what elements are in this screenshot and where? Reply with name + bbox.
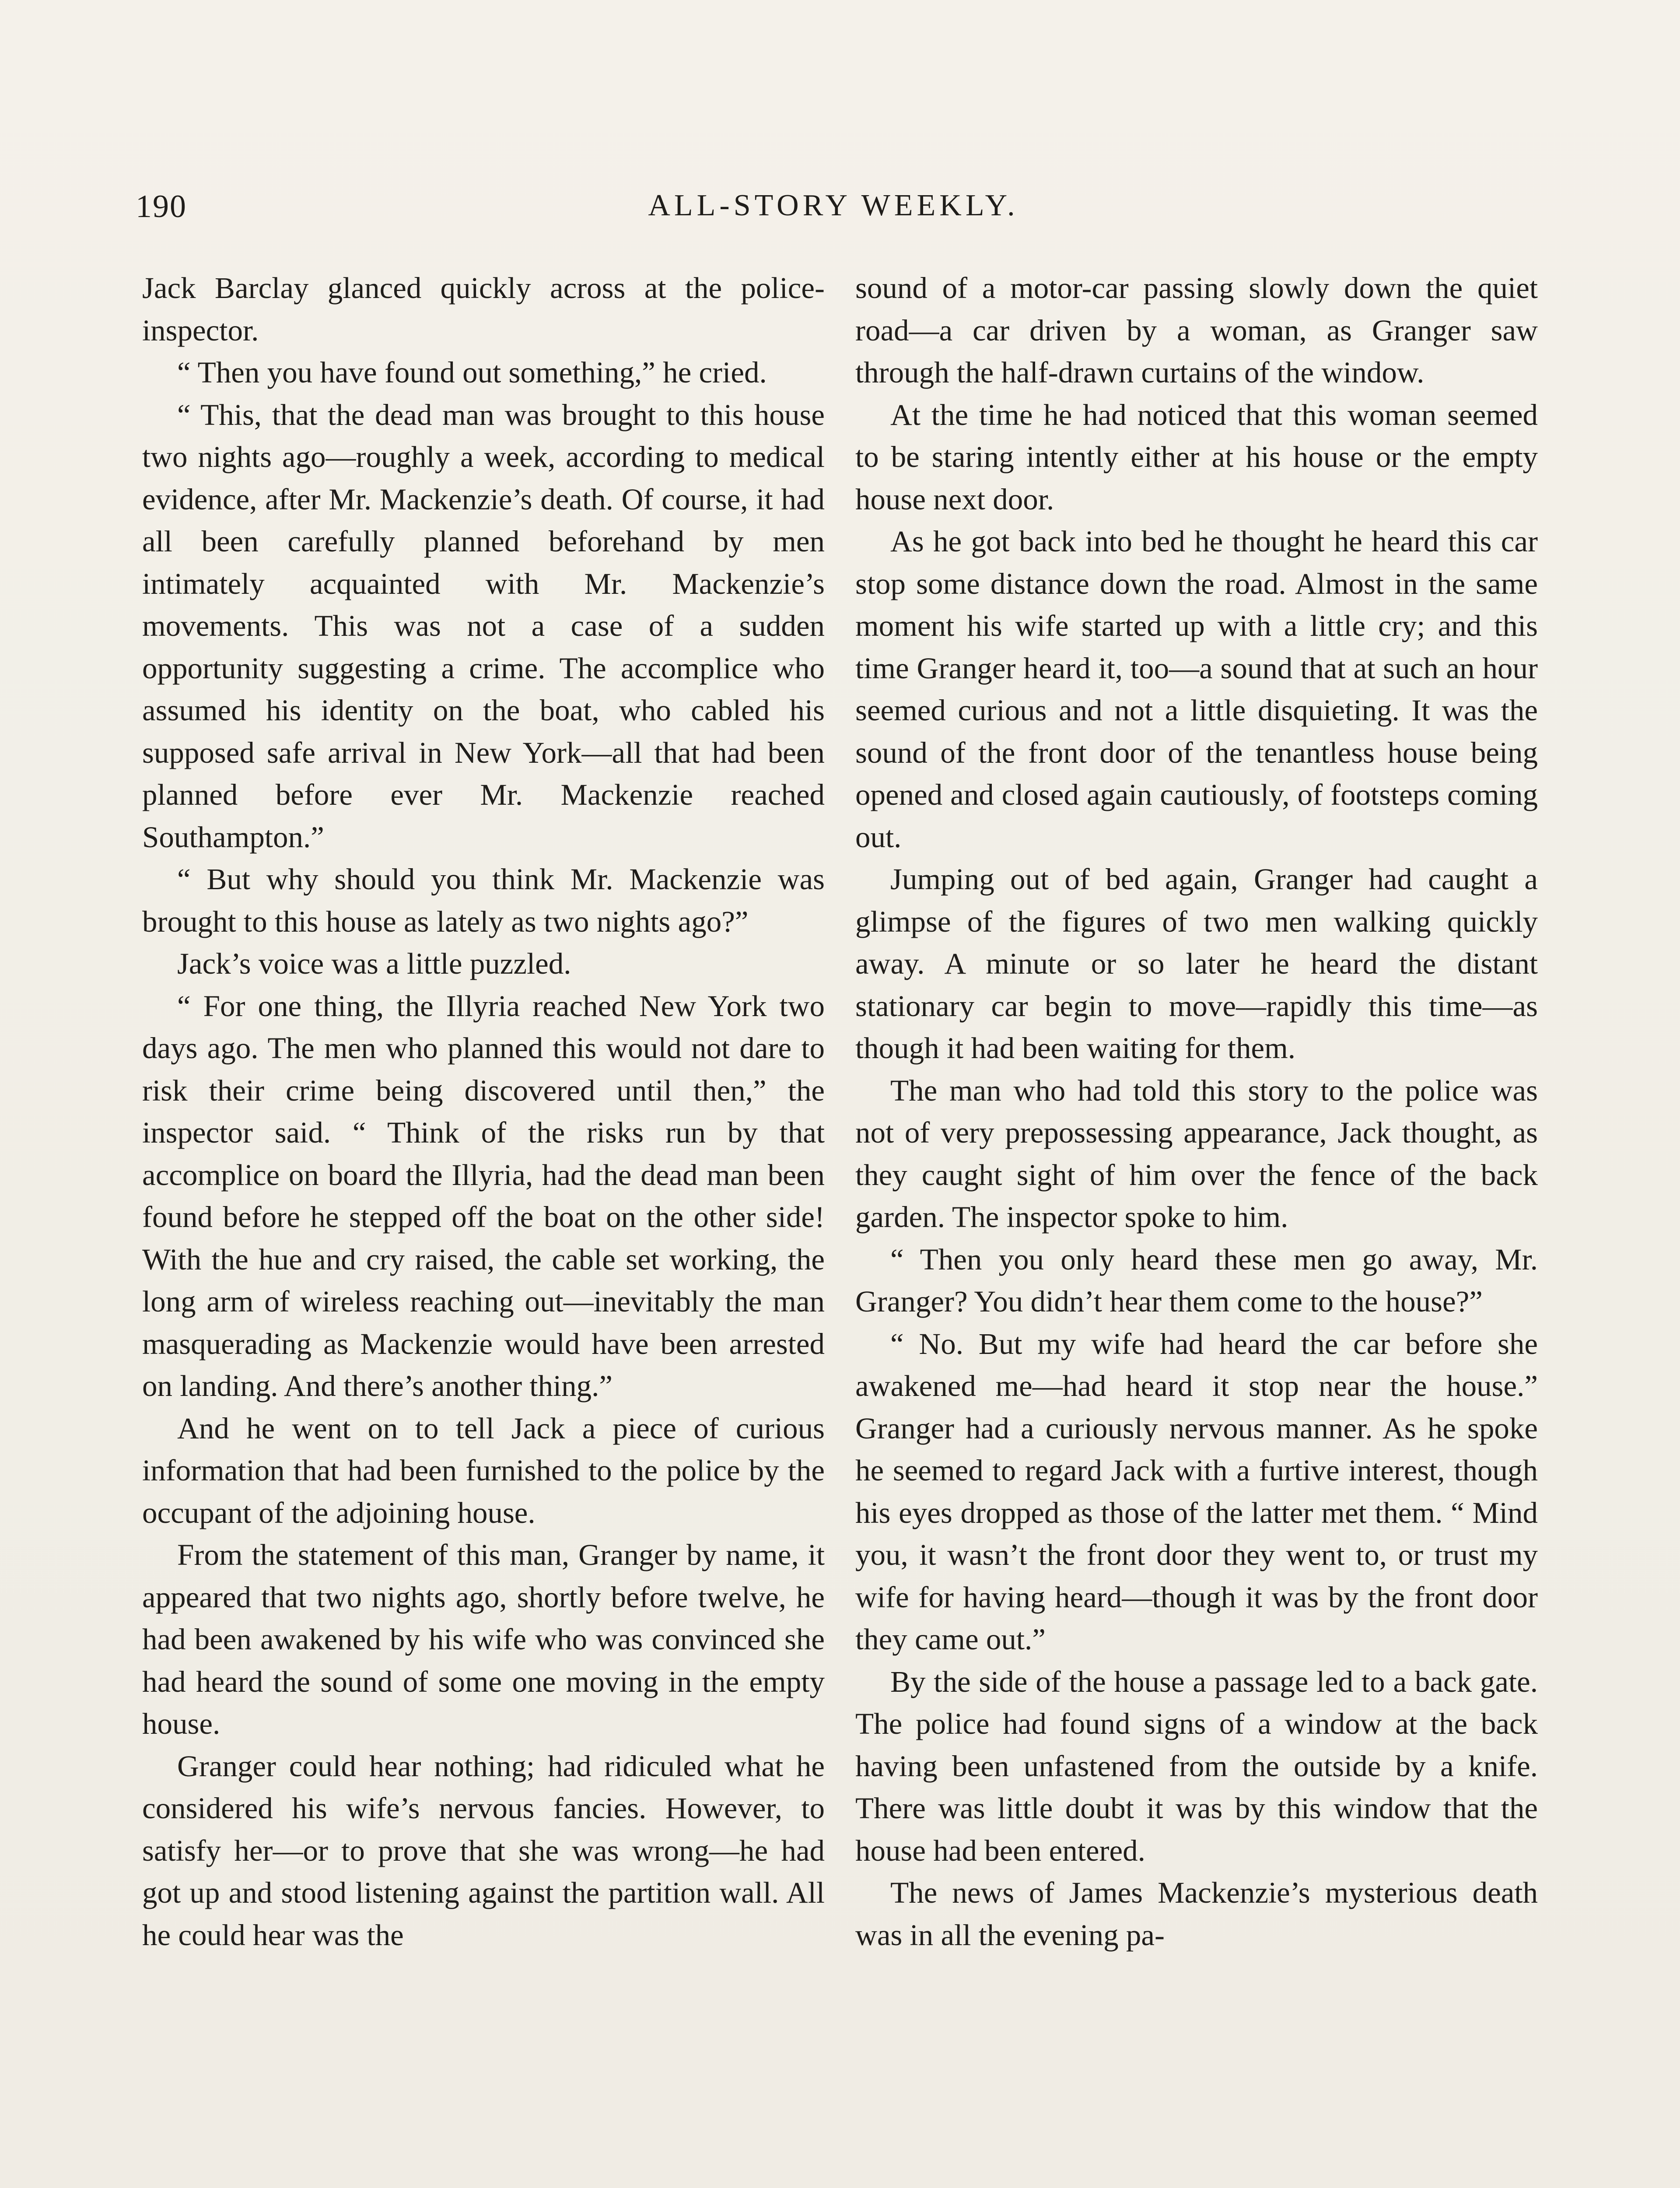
paragraph: By the side of the house a passage led to a back gate. The police had found signs of a window at the back having been unfastened from the outside by a knife. There was little doubt it was by this window that the house had been entered. [855,1665,1538,1867]
paragraph: And he went on to tell Jack a piece of curious information that had been furnished to the police by the occupant of the adjoining house. [142,1411,825,1529]
running-head: ALL-STORY WEEKLY. [648,189,1019,222]
paragraph-continuation: sound of a motor-car passing slowly down the quiet road—a car driven by a woman, as Granger saw through the half-drawn curtains of the window. [855,271,1538,389]
paragraph: Jack Barclay glanced quickly across at the police-inspector. [142,271,825,347]
left-column [142,267,825,1956]
paragraph: As he got back into bed he thought he heard this car stop some distance down the road. Almost in the same moment his wife started up with a little cry; and this time Granger heard it, too—a sound that at such an hour seemed curious and not a little disquieting. It was the sound of the front door of the tenantless house being opened and closed again cautiously, of footsteps coming out. [855,525,1538,854]
paragraph: Jack’s voice was a little puzzled. [177,947,571,980]
paragraph: “ For one thing, the Illyria reached New York two days ago. The men who planned this would not dare to risk their crime being discovered until then,” the inspector said. “ Think of the risks run by that accomplice on board the Illyria, had the dead man been found before he stepped off the boat on the other side! With the hue and cry raised, the cable set working, the long arm of wireless reaching out—inevitably the man masquerading as Mackenzie would have been arrested on landing. And there’s another thing.” [142,989,825,1403]
paragraph: Granger could hear nothing; had ridiculed what he considered his wife’s nervous fancies. However, to satisfy her—or to prove that she was wrong—he had got up and stood listening against the partition wall. All he could hear was the [142,1749,825,1952]
paragraph: The man who had told this story to the police was not of very prepossessing appearance, Jack thought, as they caught sight of him over the fence of the back garden. The inspector spoke to him. [855,1073,1538,1234]
page-number: 190 [136,189,187,224]
paragraph: The news of James Mackenzie’s mysterious death was in all the evening pa- [855,1876,1538,1952]
paragraph: “ Then you only heard these men go away, Mr. Granger? You didn’t hear them come to the house?” [855,1242,1538,1318]
page-header [136,188,1531,241]
paragraph: From the statement of this man, Granger by name, it appeared that two nights ago, shortly before twelve, he had been awakened by his wife who was convinced she had heard the sound of some one moving in the empty house. [142,1538,825,1740]
right-column [855,267,1538,1956]
paragraph: “ But why should you think Mr. Mackenzie was brought to this house as lately as two nights ago?” [142,863,825,938]
paragraph: Jumping out of bed again, Granger had caught a glimpse of the figures of two men walking quickly away. A minute or so later he heard the distant stationary car begin to move—rapidly this time—as though it had been waiting for them. [855,863,1538,1065]
paragraph: “ Then you have found out something,” he cried. [177,356,767,389]
paragraph: At the time he had noticed that this woman seemed to be staring intently either at his house or the empty house next door. [855,398,1538,516]
paragraph: “ No. But my wife had heard the car before she awakened me—had heard it stop near the house.” Granger had a curiously nervous manner. As he spoke he seemed to regard Jack with a furtive interest, though his eyes dropped as those of the latter met them. “ Mind you, it wasn’t the front door they went to, or trust my wife for having heard—though it was by the front door they came out.” [855,1327,1538,1656]
paragraph: “ This, that the dead man was brought to this house two nights ago—roughly a week, according to medical evidence, after Mr. Mackenzie’s death. Of course, it had all been carefully planned beforehand by men intimately acquainted with Mr. Mackenzie’s movements. This was not a case of a sudden opportunity suggesting a crime. The accomplice who assumed his identity on the boat, who cabled his supposed safe arrival in New York—all that had been planned before ever Mr. Mackenzie reached Southampton.” [142,398,825,854]
